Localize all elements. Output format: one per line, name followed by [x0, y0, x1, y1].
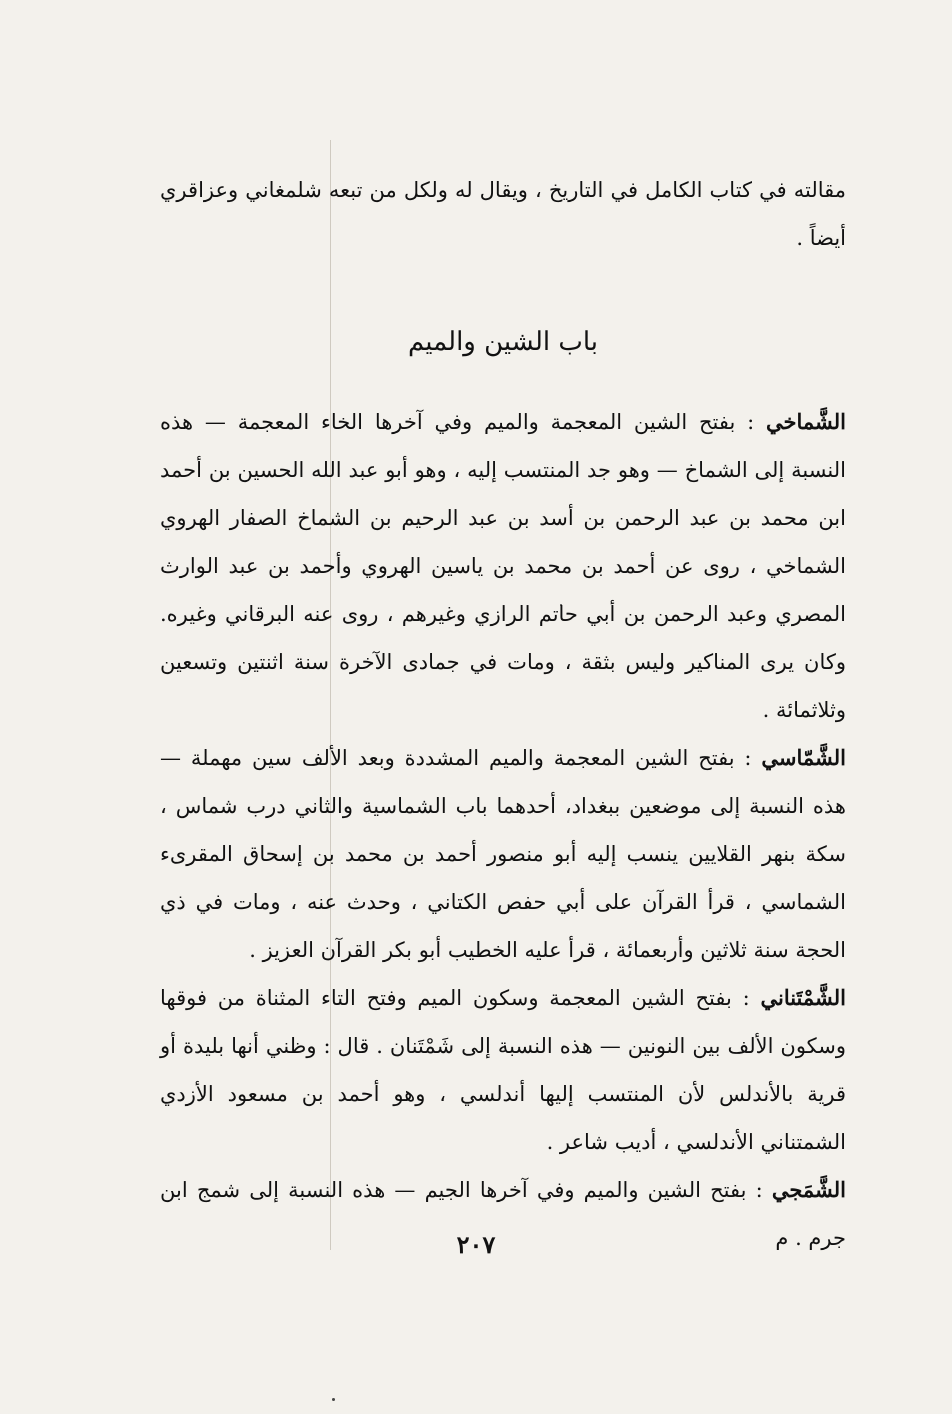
- paper-speck: [332, 1398, 335, 1401]
- entry-shamtanani: [160, 974, 846, 1166]
- chapter-title: باب الشين والميم: [407, 327, 599, 357]
- entry-shammakhi: [160, 398, 846, 734]
- entry-body: : بفتح الشين المعجمة والميم المشددة وبعد الألف سين مهملة — هذه النسبة إلى موضعين ببغداد، أحدهما باب الشماسية والثاني درب شماس ، سكة بنهر القلايين ينسب إليه أبو منصور أحمد بن محمد بن إسحاق المقرىء الشماسي ، قرأ القرآن على أبي حفص الكتاني ، وحدث عنه ، ومات في ذي الحجة سنة ثلاثين وأربعمائة ، قرأ عليه الخطيب أبو بكر القرآن العزيز .: [160, 746, 846, 962]
- entry-body: : بفتح الشين والميم وفي آخرها الجيم — هذه النسبة إلى شمج ابن جرم . م: [160, 1178, 846, 1250]
- entry-shammasi: [160, 734, 846, 974]
- entry-headword: الشَّمّاسي: [761, 745, 846, 770]
- intro-paragraph: مقالته في كتاب الكامل في التاريخ ، ويقال له ولكل من تبعه شلمغاني وعزاقري أيضاً .: [160, 178, 846, 250]
- entry-headword: الشَّماخي: [766, 409, 846, 434]
- entry-headword: الشَّمْتَناني: [760, 985, 846, 1010]
- entry-body: : بفتح الشين المعجمة والميم وفي آخرها الخاء المعجمة — هذه النسبة إلى الشماخ — وهو جد المنتسب إليه ، وهو أبو عبد الله الحسين بن أحمد ابن محمد بن عبد الرحمن بن أسد بن عبد الرحيم بن الشماخ الصفار الهروي الشماخي ، روى عن أحمد بن محمد بن ياسين الهروي وأحمد بن عبد الوارث المصري وعبد الرحمن بن أبي حاتم الرازي وغيرهم ، روى عنه البرقاني وغيره. وكان يرى المناكير وليس بثقة ، ومات في جمادى الآخرة سنة اثنتين وتسعين وثلاثمائة .: [160, 410, 847, 722]
- entries-section: [160, 398, 846, 1262]
- page-number: ٢٠٧: [456, 1230, 496, 1259]
- entry-body: : بفتح الشين المعجمة وسكون الميم وفتح التاء المثناة من فوقها وسكون الألف بين النونين — هذه النسبة إلى شَمْتَنان . قال : وظني أنها بليدة أو قرية بالأندلس لأن المنتسب إليها أندلسي ، وهو أحمد بن مسعود الأزدي الشمتناني الأندلسي ، أديب شاعر .: [160, 986, 846, 1154]
- entry-headword: الشَّمَجي: [771, 1177, 846, 1202]
